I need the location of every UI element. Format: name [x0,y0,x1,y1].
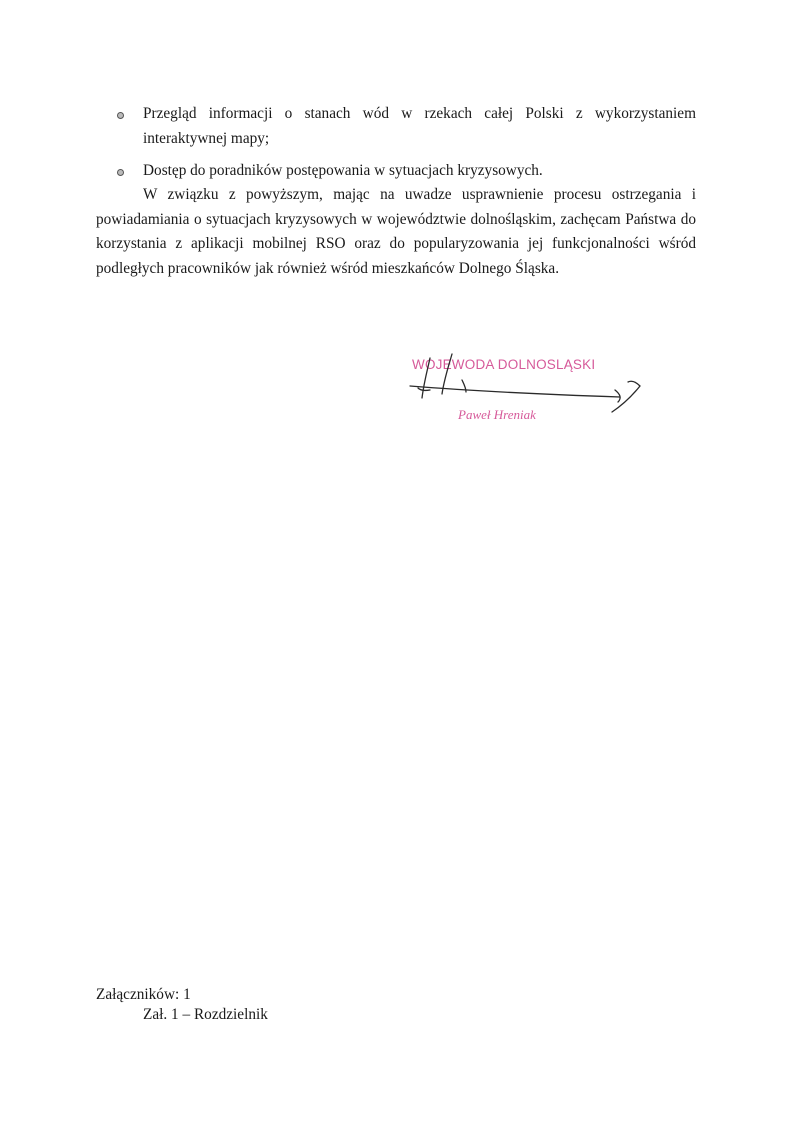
handwritten-signature [400,350,660,440]
bullet-text: Przegląd informacji o stanach wód w rzekach całej Polski z wykorzystaniem interaktywnej mapy; [143,105,696,147]
bullet-item [96,159,696,184]
stamp-name: Paweł Hreniak [458,407,536,422]
signature-block [400,350,660,440]
bullet-text: Dostęp do poradników postępowania w sytuacjach kryzysowych. [143,162,543,179]
bullet-dot-icon [117,169,124,176]
body-paragraph: W związku z powyższym, mając na uwadze usprawnienie procesu ostrzegania i powiadamiania o sytuacjach kryzysowych w województwie dolnośląskim, zachęcam Państwa do korzystania z aplikacji mobilnej RSO oraz do popularyzowania jej funkcjonalności wśród podległych pracowników jak również wśród mieszkańców Dolnego Śląska. [96,186,696,277]
attachment-item: Zał. 1 – Rozdzielnik [143,1006,268,1023]
bullet-dot-icon [117,112,124,119]
attachments-label: Załączników: 1 [96,986,191,1003]
bullet-item [96,102,696,151]
attachments-section [96,985,268,1025]
stamp-title: WOJEWODA DOLNOSLĄSKI [412,357,596,372]
bullet-list [96,102,696,192]
